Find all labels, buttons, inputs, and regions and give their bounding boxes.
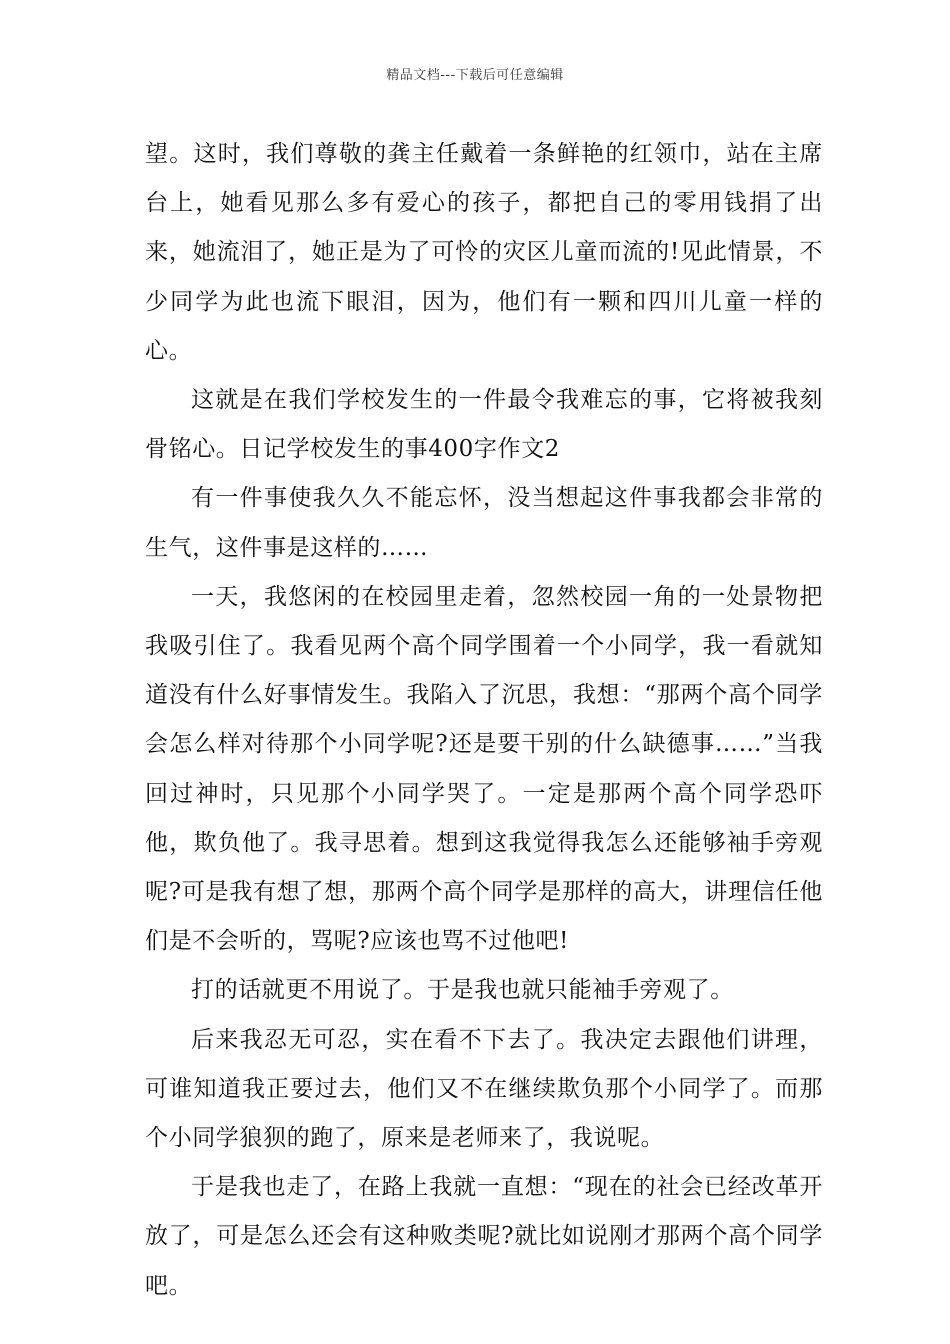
paragraph: 打的话就更不用说了。于是我也就只能袖手旁观了。 bbox=[191, 977, 734, 1004]
paragraph: 这就是在我们学校发生的一件最令我难忘的事，它将被我刻骨铭心。日记学校发生的事400字作文2 bbox=[145, 387, 823, 463]
paragraph: 于是我也走了，在路上我就一直想：“现在的社会已经改革开放了，可是怎么还会有这种败类呢?就比如说刚才那两个高个同学吧。 bbox=[145, 1174, 823, 1299]
paragraph: 有一件事使我久久不能忘怀，没当想起这件事我都会非常的生气，这件事是这样的…… bbox=[145, 485, 823, 561]
paragraph: 后来我忍无可忍，实在看不下去了。我决定去跟他们讲理，可谁知道我正要过去，他们又不在继续欺负那个小同学了。而那个小同学狼狈的跑了，原来是老师来了，我说呢。 bbox=[145, 1026, 823, 1152]
paragraph: 一天，我悠闲的在校园里走着，忽然校园一角的一处景物把我吸引住了。我看见两个高个同学围着一个小同学，我一看就知道没有什么好事情发生。我陷入了沉思，我想：“那两个高个同学会怎么样对待那个小同学呢?还是要干别的什么缺德事……”当我回过神时，只见那个小同学哭了。一定是那两个高个同学恐吓他，欺负他了。我寻思着。想到这我觉得我怎么还能够袖手旁观呢?可是我有想了想，那两个高个同学是那样的高大，讲理信任他们是不会听的，骂呢?应该也骂不过他吧! bbox=[145, 583, 823, 955]
paragraph: 望。这时，我们尊敬的龚主任戴着一条鲜艳的红领巾，站在主席台上，她看见那么多有爱心的孩子，都把自己的零用钱捐了出来，她流泪了，她正是为了可怜的灾区儿童而流的!见此情景，不少同学为此也流下眼泪，因为，他们有一颗和四川儿童一样的心。 bbox=[145, 141, 823, 364]
page-header: 精品文档---下载后可任意编辑 bbox=[386, 68, 564, 83]
document-body bbox=[145, 130, 823, 1311]
